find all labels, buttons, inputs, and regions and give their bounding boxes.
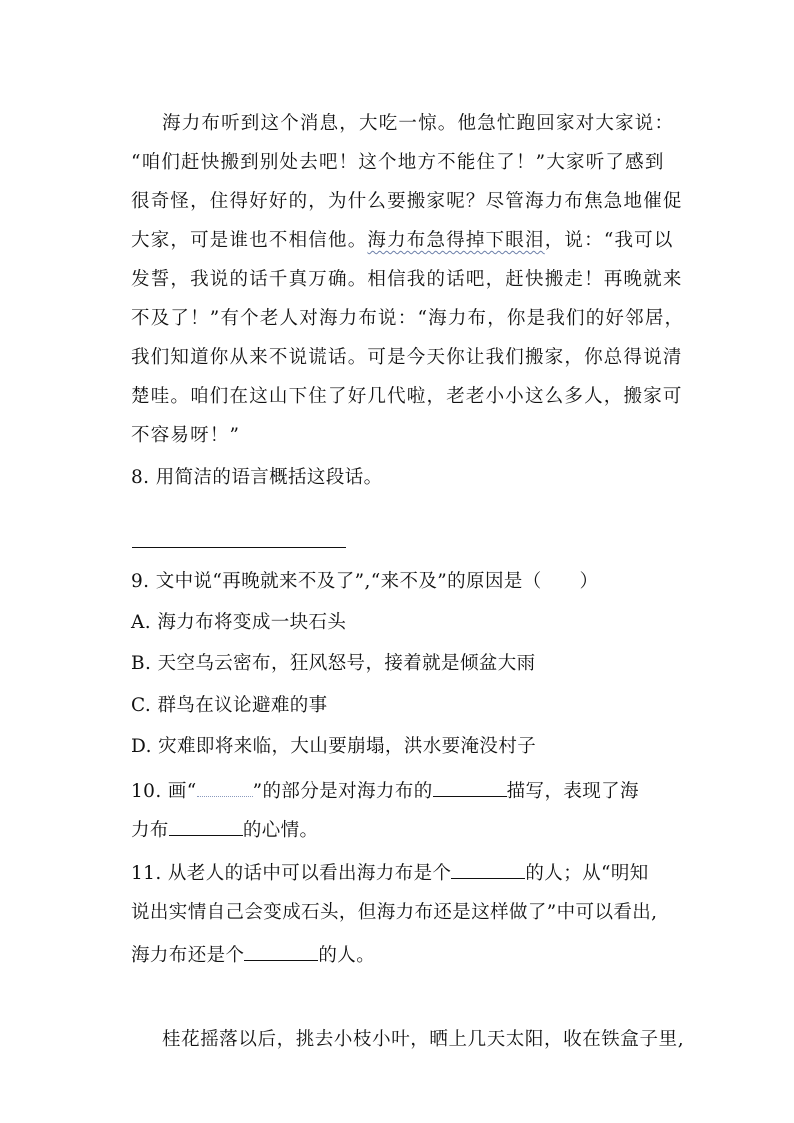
next-passage-line: 桂花摇落以后，挑去小枝小叶，晒上几天太阳，收在铁盒子里, <box>162 1029 685 1050</box>
passage-line: 不及了！”有个老人对海力布说：“海力布，你是我们的好邻居， <box>131 308 685 329</box>
question-text: 的人；从“明知 <box>525 863 649 884</box>
option-a[interactable]: A. 海力布将变成一块石头 <box>131 612 347 633</box>
passage-text: ，说：“我可以 <box>544 230 674 251</box>
passage-line: “咱们赶快搬到别处去吧！这个地方不能住了！”大家听了感到 <box>131 152 665 173</box>
answer-line[interactable] <box>132 547 346 548</box>
passage-line <box>131 229 674 253</box>
question-11 <box>131 860 671 886</box>
question-9: 9. 文中说“再晚就来不及了”,“来不及”的原因是（ ） <box>131 571 599 592</box>
fill-blank[interactable] <box>169 817 243 836</box>
question-text: 的人。 <box>318 945 376 966</box>
option-c[interactable]: C. 群鸟在议论避难的事 <box>131 695 328 716</box>
question-text: 描写，表现了海 <box>506 781 639 802</box>
option-d[interactable]: D. 灾难即将来临，大山要崩塌，洪水要淹没村子 <box>131 736 537 757</box>
question-text: 的心情。 <box>242 820 319 841</box>
passage-line: 海力布听到这个消息，大吃一惊。他急忙跑回家对大家说： <box>162 113 675 134</box>
question-text: ”的部分是对海力布的 <box>252 781 433 802</box>
question-8: 8. 用简洁的语言概括这段话。 <box>131 467 383 488</box>
question-text: 11. 从老人的话中可以看出海力布是个 <box>131 863 452 884</box>
question-text: 海力布还是个 <box>131 945 245 966</box>
option-b[interactable]: B. 天空乌云密布，狂风怒号，接着就是倾盆大雨 <box>131 653 536 674</box>
question-10-line-2 <box>131 817 671 843</box>
fill-blank[interactable] <box>244 942 318 961</box>
question-text: 力布 <box>131 820 169 841</box>
passage-line: 发誓，我说的话千真万确。相信我的话吧，赶快搬走！再晚就来 <box>131 269 683 290</box>
passage-line: 很奇怪，住得好好的，为什么要搬家呢？尽管海力布焦急地催促 <box>131 191 683 212</box>
passage-text: 大家，可是谁也不相信他。 <box>131 230 368 251</box>
question-11-line-2: 说出实情自己会变成石头，但海力布还是这样做了”中可以看出, <box>131 902 658 923</box>
question-text: 10. 画“ <box>131 781 197 802</box>
wavy-underline-sample <box>197 782 253 797</box>
passage-line: 不容易呀！” <box>131 425 241 446</box>
question-10 <box>131 778 671 804</box>
passage-line: 我们知道你从来不说谎话。可是今天你让我们搬家，你总得说清 <box>131 347 683 368</box>
passage-line: 楚哇。咱们在这山下住了好几代啦，老老小小这么多人，搬家可 <box>131 386 683 407</box>
wavy-underlined-text: 海力布急得掉下眼泪 <box>367 230 545 251</box>
question-11-line-3 <box>131 942 671 968</box>
fill-blank[interactable] <box>433 778 507 797</box>
fill-blank[interactable] <box>451 860 525 879</box>
